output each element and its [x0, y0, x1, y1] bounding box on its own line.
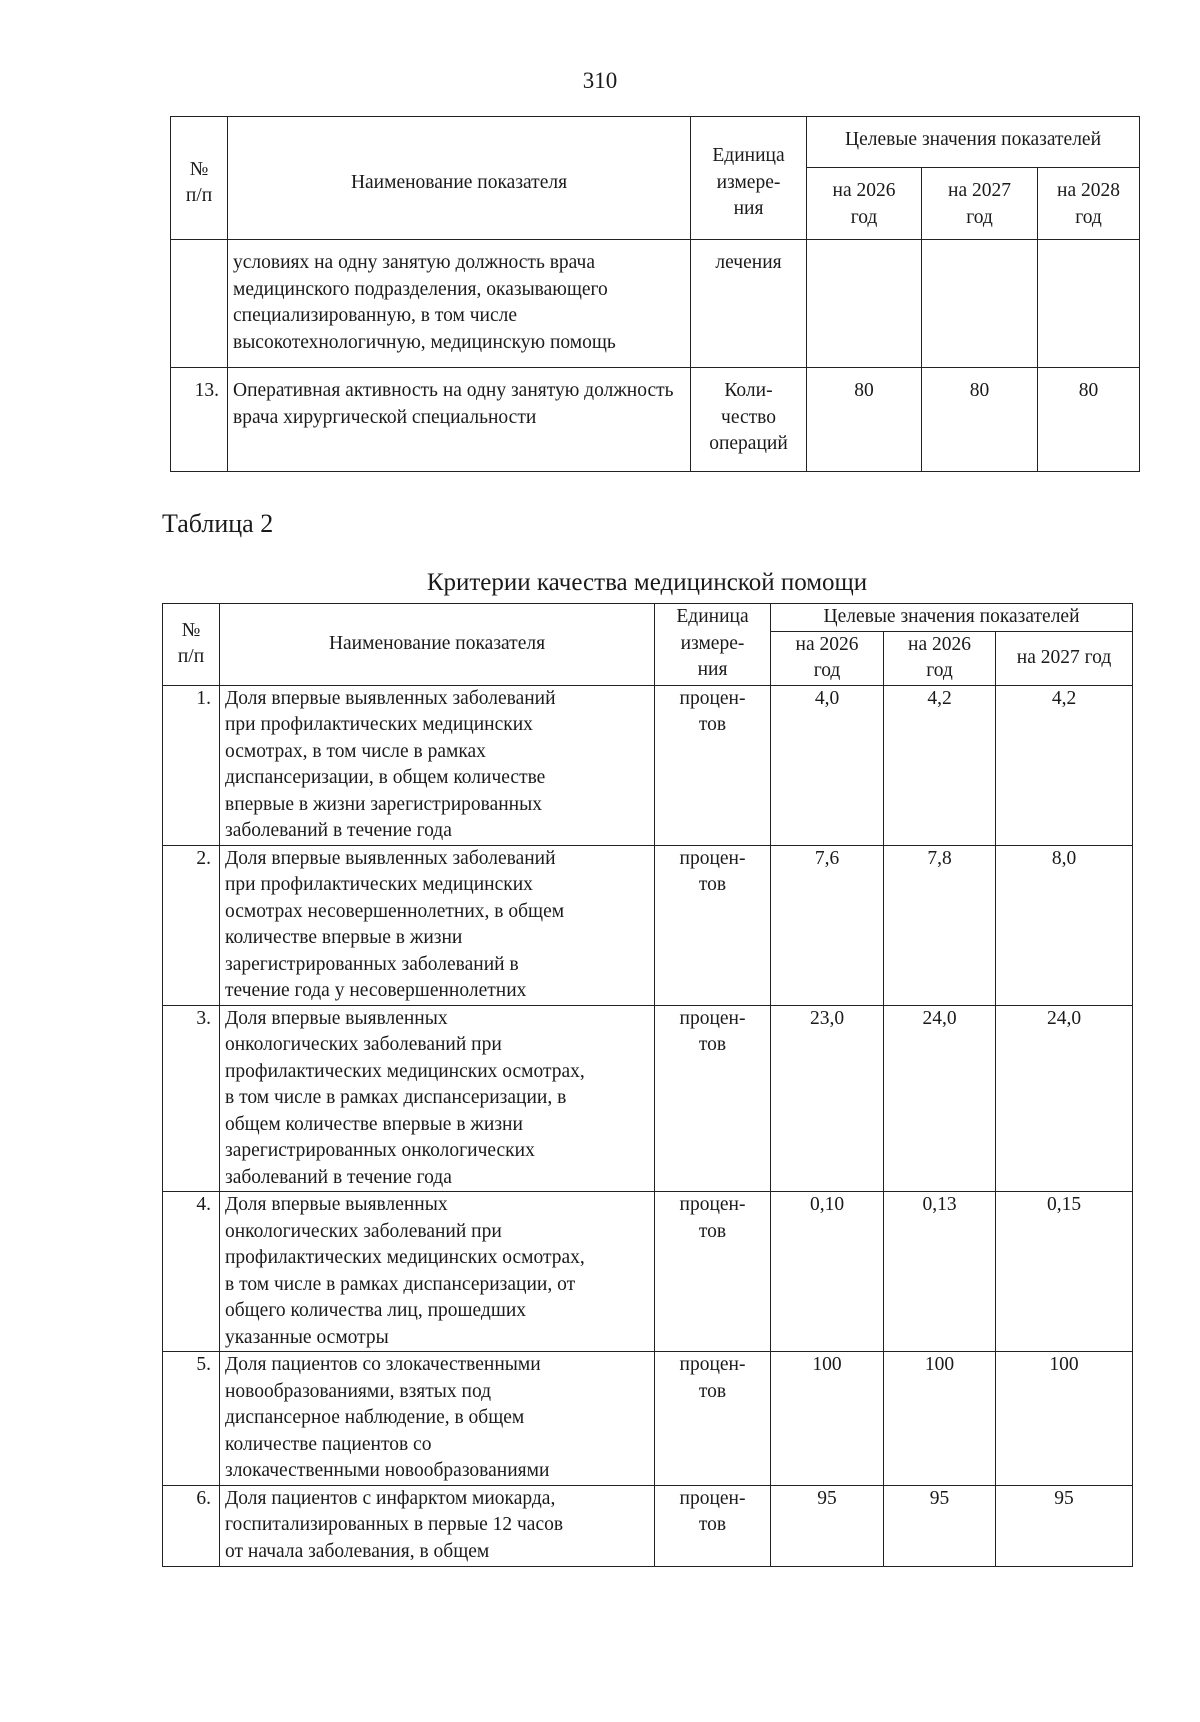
row-value-1: [807, 240, 922, 368]
row-value-3: 4,2: [996, 685, 1133, 845]
row-unit: процен- тов: [655, 1485, 771, 1566]
row-value-2: 100: [884, 1352, 996, 1486]
row-unit: Коли- чество операций: [691, 368, 807, 472]
row-unit: процен- тов: [655, 1005, 771, 1192]
table-row: [163, 1192, 1133, 1352]
header-year-2: на 2027 год: [922, 168, 1038, 240]
row-unit: процен- тов: [655, 685, 771, 845]
row-name: Доля пациентов с инфарктом миокарда, госпитализированных в первые 12 часов от начала заболевания, в общем: [220, 1485, 655, 1566]
header-year-1: на 2026 год: [771, 631, 884, 685]
row-num: 2.: [163, 845, 220, 1005]
row-name: Доля впервые выявленных заболеваний при профилактических медицинских осмотрах несовершеннолетних, в общем количестве впервые в жизни зарегистрированных заболеваний в течение года у несовершеннолетних: [220, 845, 655, 1005]
header-num: № п/п: [171, 117, 228, 240]
header-year-2: на 2026 год: [884, 631, 996, 685]
row-unit: лечения: [691, 240, 807, 368]
indicators-table-continued: [170, 116, 1140, 472]
row-unit: процен- тов: [655, 1352, 771, 1486]
row-value-3: [1038, 240, 1140, 368]
table-row: [171, 240, 1140, 368]
header-year-1: на 2026 год: [807, 168, 922, 240]
row-num: 5.: [163, 1352, 220, 1486]
row-value-3: 80: [1038, 368, 1140, 472]
row-name: Доля впервые выявленных онкологических заболеваний при профилактических медицинских осмотрах, в том числе в рамках диспансеризации, от общего количества лиц, прошедших указанные осмотры: [220, 1192, 655, 1352]
header-name: Наименование показателя: [228, 117, 691, 240]
row-value-1: 0,10: [771, 1192, 884, 1352]
header-year-3: на 2028 год: [1038, 168, 1140, 240]
header-num: № п/п: [163, 604, 220, 686]
row-name: Доля впервые выявленных онкологических заболеваний при профилактических медицинских осмотрах, в том числе в рамках диспансеризации, в общем количестве впервые в жизни зарегистрированных онкологических заболеваний в течение года: [220, 1005, 655, 1192]
page-number: 310: [582, 68, 618, 93]
row-value-1: 7,6: [771, 845, 884, 1005]
row-value-2: [922, 240, 1038, 368]
row-value-2: 7,8: [884, 845, 996, 1005]
row-num: 3.: [163, 1005, 220, 1192]
row-unit: процен- тов: [655, 1192, 771, 1352]
table-caption: Таблица 2: [162, 509, 274, 538]
table-row: [163, 1485, 1133, 1566]
header-targets: Целевые значения показателей: [771, 604, 1133, 632]
table-row: [163, 1005, 1133, 1192]
row-value-1: 100: [771, 1352, 884, 1486]
row-value-2: 0,13: [884, 1192, 996, 1352]
row-value-3: 95: [996, 1485, 1133, 1566]
row-value-3: 100: [996, 1352, 1133, 1486]
row-value-2: 95: [884, 1485, 996, 1566]
table-row: [163, 1352, 1133, 1486]
row-value-3: 8,0: [996, 845, 1133, 1005]
row-name: условиях на одну занятую должность врача медицинского подразделения, оказывающего специализированную, в том числе высокотехнологичную, медицинскую помощь: [228, 240, 691, 368]
row-name: Доля пациентов со злокачественными новообразованиями, взятых под диспансерное наблюдение, в общем количестве пациентов со злокачественными новообразованиями: [220, 1352, 655, 1486]
row-num: 1.: [163, 685, 220, 845]
row-value-2: 24,0: [884, 1005, 996, 1192]
row-num: [171, 240, 228, 368]
table-title: Критерии качества медицинской помощи: [426, 569, 868, 596]
row-value-1: 80: [807, 368, 922, 472]
row-num: 4.: [163, 1192, 220, 1352]
row-value-1: 23,0: [771, 1005, 884, 1192]
row-value-1: 4,0: [771, 685, 884, 845]
table-row: [171, 368, 1140, 472]
row-unit: процен- тов: [655, 845, 771, 1005]
row-name: Доля впервые выявленных заболеваний при профилактических медицинских осмотрах, в том числе в рамках диспансеризации, в общем количестве впервые в жизни зарегистрированных заболеваний в течение года: [220, 685, 655, 845]
row-name: Оперативная активность на одну занятую должность врача хирургической специальности: [228, 368, 691, 472]
table-row: [163, 845, 1133, 1005]
row-value-1: 95: [771, 1485, 884, 1566]
row-value-2: 4,2: [884, 685, 996, 845]
header-unit: Единица измере- ния: [691, 117, 807, 240]
row-value-3: 0,15: [996, 1192, 1133, 1352]
row-num: 6.: [163, 1485, 220, 1566]
row-num: 13.: [171, 368, 228, 472]
header-unit: Единица измере- ния: [655, 604, 771, 686]
table-row: [163, 685, 1133, 845]
header-targets: Целевые значения показателей: [807, 117, 1140, 168]
header-year-3: на 2027 год: [996, 631, 1133, 685]
row-value-2: 80: [922, 368, 1038, 472]
quality-criteria-table: [162, 603, 1133, 1567]
header-name: Наименование показателя: [220, 604, 655, 686]
row-value-3: 24,0: [996, 1005, 1133, 1192]
